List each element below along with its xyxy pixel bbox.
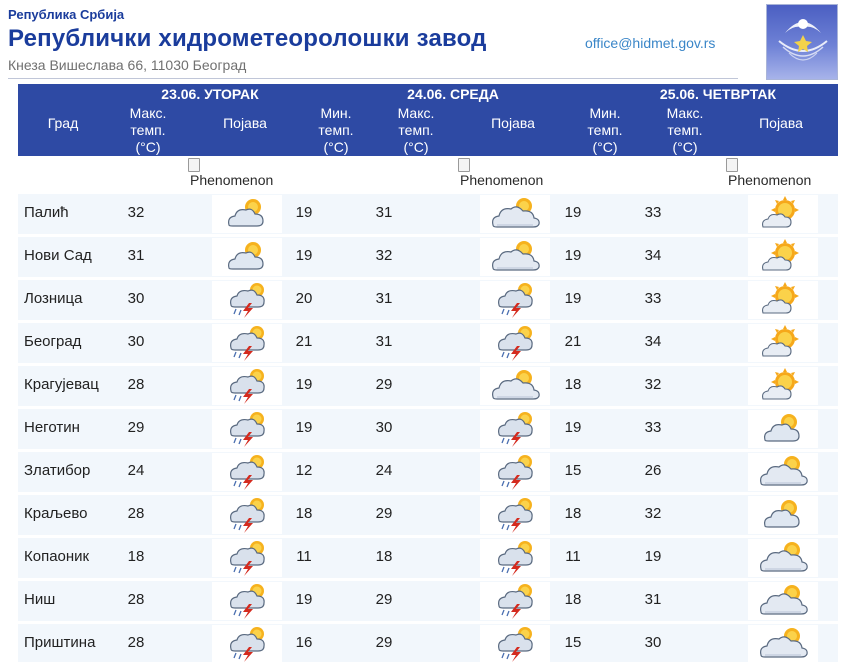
table-row bbox=[18, 450, 838, 493]
institute-logo bbox=[766, 4, 838, 80]
day2-min-temp: 19 bbox=[295, 376, 313, 393]
institute-address: Кнеза Вишеслава 66, 11030 Београд bbox=[8, 57, 247, 73]
thunderstorm-icon bbox=[480, 539, 550, 577]
cloudy-sun-icon bbox=[480, 238, 550, 276]
thunderstorm-icon bbox=[480, 453, 550, 491]
city-name: Београд bbox=[24, 333, 82, 350]
table-row bbox=[18, 536, 838, 579]
day2-max-temp: 29 bbox=[375, 591, 393, 608]
day2-col-max: Макс. темп. (°C) bbox=[397, 105, 435, 155]
phenomenon-legend-row bbox=[18, 156, 838, 192]
day1-max-temp: 28 bbox=[127, 505, 145, 522]
table-row bbox=[18, 407, 838, 450]
thunderstorm-icon bbox=[480, 582, 550, 620]
day2-max-temp: 31 bbox=[375, 290, 393, 307]
city-name: Неготин bbox=[24, 419, 80, 436]
day3-max-temp: 34 bbox=[644, 247, 662, 264]
day3-min-temp: 19 bbox=[564, 204, 582, 221]
cloudy-sun-icon bbox=[480, 367, 550, 405]
forecast-rows bbox=[18, 192, 838, 662]
day2-min-temp: 19 bbox=[295, 247, 313, 264]
day3-max-temp: 33 bbox=[644, 204, 662, 221]
day2-max-temp: 29 bbox=[375, 505, 393, 522]
day3-max-temp: 34 bbox=[644, 333, 662, 350]
partly-cloudy-sun-icon bbox=[212, 238, 282, 276]
thunderstorm-icon bbox=[212, 453, 282, 491]
day3-max-temp: 33 bbox=[644, 290, 662, 307]
partly-cloudy-sun-icon bbox=[748, 410, 818, 448]
table-row bbox=[18, 364, 838, 407]
cloudy-sun-icon bbox=[748, 625, 818, 662]
city-name: Златибор bbox=[24, 462, 91, 479]
city-name: Ниш bbox=[24, 591, 56, 608]
day1-max-temp: 28 bbox=[127, 634, 145, 651]
table-row bbox=[18, 579, 838, 622]
phenomenon-image-day3: Phenomenon bbox=[726, 158, 822, 188]
thunderstorm-icon bbox=[212, 410, 282, 448]
cloudy-sun-icon bbox=[748, 582, 818, 620]
thunderstorm-icon bbox=[212, 367, 282, 405]
day1-max-temp: 24 bbox=[127, 462, 145, 479]
day3-min-temp: 19 bbox=[564, 290, 582, 307]
cloudy-sun-icon bbox=[748, 453, 818, 491]
day2-min-temp: 21 bbox=[295, 333, 313, 350]
day2-date: 24.06. СРЕДА bbox=[407, 86, 499, 102]
day2-min-temp: 20 bbox=[295, 290, 313, 307]
table-header bbox=[18, 84, 838, 156]
thunderstorm-icon bbox=[212, 582, 282, 620]
day3-max-temp: 30 bbox=[644, 634, 662, 651]
day2-min-temp: 12 bbox=[295, 462, 313, 479]
institute-title: Републички хидрометеоролошки завод bbox=[8, 25, 487, 52]
day1-col-phenomenon: Појава bbox=[223, 115, 267, 131]
day2-col-phenomenon: Појава bbox=[491, 115, 535, 131]
partly-cloudy-sun-icon bbox=[748, 496, 818, 534]
thunderstorm-icon bbox=[480, 324, 550, 362]
day1-max-temp: 18 bbox=[127, 548, 145, 565]
table-row bbox=[18, 192, 838, 235]
mostly-sunny-icon bbox=[748, 324, 818, 362]
thunderstorm-icon bbox=[212, 539, 282, 577]
day3-min-temp: 11 bbox=[565, 548, 581, 565]
day1-max-temp: 28 bbox=[127, 376, 145, 393]
day3-date: 25.06. ЧЕТВРТАК bbox=[659, 86, 777, 102]
city-name: Палић bbox=[24, 204, 69, 221]
day1-max-temp: 32 bbox=[127, 204, 145, 221]
day3-min-temp: 15 bbox=[564, 634, 582, 651]
mostly-sunny-icon bbox=[748, 238, 818, 276]
email-link[interactable]: office@hidmet.gov.rs bbox=[585, 35, 716, 51]
table-row bbox=[18, 321, 838, 364]
page-header bbox=[0, 0, 850, 84]
day3-min-temp: 21 bbox=[564, 333, 582, 350]
thunderstorm-icon bbox=[212, 625, 282, 662]
day2-max-temp: 29 bbox=[375, 634, 393, 651]
thunderstorm-icon bbox=[212, 496, 282, 534]
day3-col-phenomenon: Појава bbox=[759, 115, 803, 131]
city-name: Нови Сад bbox=[24, 247, 92, 264]
forecast-table bbox=[18, 84, 838, 662]
day3-min-temp: 18 bbox=[564, 591, 582, 608]
day1-max-temp: 31 bbox=[127, 247, 145, 264]
day2-col-min: Мин. темп. (°C) bbox=[318, 105, 354, 155]
thunderstorm-icon bbox=[212, 281, 282, 319]
city-name: Краљево bbox=[24, 505, 88, 522]
day2-max-temp: 18 bbox=[375, 548, 393, 565]
day1-date: 23.06. УТОРАК bbox=[161, 86, 259, 102]
city-name: Лозница bbox=[24, 290, 83, 307]
col-city: Град bbox=[47, 115, 79, 131]
day2-min-temp: 18 bbox=[295, 505, 313, 522]
day1-max-temp: 28 bbox=[127, 591, 145, 608]
day2-max-temp: 32 bbox=[375, 247, 393, 264]
thunderstorm-icon bbox=[212, 324, 282, 362]
table-row bbox=[18, 622, 838, 662]
day2-max-temp: 31 bbox=[375, 204, 393, 221]
day1-col-max: Макс. темп. (°C) bbox=[129, 105, 167, 155]
day3-min-temp: 19 bbox=[564, 247, 582, 264]
thunderstorm-icon bbox=[480, 410, 550, 448]
day2-max-temp: 24 bbox=[375, 462, 393, 479]
day3-max-temp: 31 bbox=[644, 591, 662, 608]
day3-max-temp: 32 bbox=[644, 376, 662, 393]
day3-max-temp: 19 bbox=[644, 548, 662, 565]
day2-min-temp: 11 bbox=[296, 548, 312, 565]
phenomenon-image-day1: Phenomenon bbox=[188, 158, 284, 188]
partly-cloudy-sun-icon bbox=[212, 195, 282, 233]
day1-max-temp: 30 bbox=[127, 333, 145, 350]
day3-col-min: Мин. темп. (°C) bbox=[587, 105, 623, 155]
thunderstorm-icon bbox=[480, 496, 550, 534]
day3-min-temp: 15 bbox=[564, 462, 582, 479]
thunderstorm-icon bbox=[480, 281, 550, 319]
day2-min-temp: 16 bbox=[295, 634, 313, 651]
mostly-sunny-icon bbox=[748, 195, 818, 233]
day3-max-temp: 33 bbox=[644, 419, 662, 436]
day2-min-temp: 19 bbox=[295, 419, 313, 436]
mostly-sunny-icon bbox=[748, 367, 818, 405]
header-divider bbox=[8, 78, 738, 79]
day3-col-max: Макс. темп. (°C) bbox=[666, 105, 704, 155]
day3-min-temp: 18 bbox=[564, 376, 582, 393]
cloudy-sun-icon bbox=[748, 539, 818, 577]
city-name: Копаоник bbox=[24, 548, 90, 565]
phenomenon-image-day2: Phenomenon bbox=[458, 158, 554, 188]
city-name: Крагујевац bbox=[24, 376, 99, 393]
day2-max-temp: 29 bbox=[375, 376, 393, 393]
day3-min-temp: 19 bbox=[564, 419, 582, 436]
day2-min-temp: 19 bbox=[295, 591, 313, 608]
day3-max-temp: 26 bbox=[644, 462, 662, 479]
city-name: Приштина bbox=[24, 634, 96, 651]
table-row bbox=[18, 278, 838, 321]
table-row bbox=[18, 493, 838, 536]
day2-min-temp: 19 bbox=[295, 204, 313, 221]
table-row bbox=[18, 235, 838, 278]
day1-max-temp: 30 bbox=[127, 290, 145, 307]
day3-max-temp: 32 bbox=[644, 505, 662, 522]
day3-min-temp: 18 bbox=[564, 505, 582, 522]
day1-max-temp: 29 bbox=[127, 419, 145, 436]
country-name: Република Србија bbox=[8, 7, 125, 22]
cloudy-sun-icon bbox=[480, 195, 550, 233]
day2-max-temp: 31 bbox=[375, 333, 393, 350]
mostly-sunny-icon bbox=[748, 281, 818, 319]
thunderstorm-icon bbox=[480, 625, 550, 662]
day2-max-temp: 30 bbox=[375, 419, 393, 436]
